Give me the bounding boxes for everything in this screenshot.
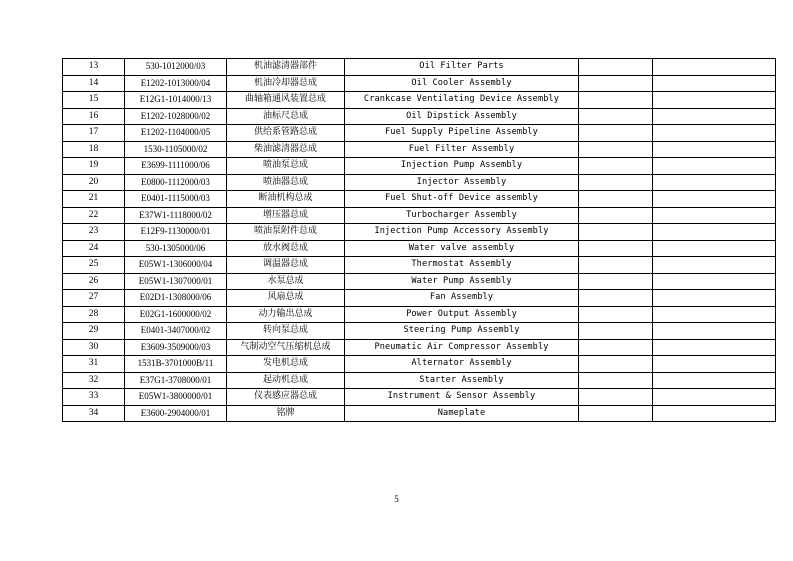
part-code-cell: E1202-1104000/05 xyxy=(125,125,227,142)
part-name-en-cell: Nameplate xyxy=(345,405,579,422)
part-name-cn-cell: 油标尺总成 xyxy=(227,108,345,125)
row-number-cell: 30 xyxy=(63,339,125,356)
row-number-cell: 22 xyxy=(63,207,125,224)
part-name-en-cell: Injector Assembly xyxy=(345,174,579,191)
blank-cell xyxy=(579,273,653,290)
table-row xyxy=(63,224,776,241)
part-name-cn-cell: 供给系管路总成 xyxy=(227,125,345,142)
part-code-cell: E05W1-1307000/01 xyxy=(125,273,227,290)
blank-cell xyxy=(653,257,776,274)
table-row xyxy=(63,389,776,406)
table-row xyxy=(63,306,776,323)
blank-cell xyxy=(579,141,653,158)
blank-cell xyxy=(653,158,776,175)
part-name-cn-cell: 喷油泵附件总成 xyxy=(227,224,345,241)
row-number-cell: 13 xyxy=(63,59,125,76)
table-row xyxy=(63,108,776,125)
part-name-en-cell: Water valve assembly xyxy=(345,240,579,257)
part-name-en-cell: Steering Pump Assembly xyxy=(345,323,579,340)
part-name-en-cell: Crankcase Ventilating Device Assembly xyxy=(345,92,579,109)
part-code-cell: E1202-1013000/04 xyxy=(125,75,227,92)
part-name-cn-cell: 机油冷却器总成 xyxy=(227,75,345,92)
part-name-en-cell: Turbocharger Assembly xyxy=(345,207,579,224)
blank-cell xyxy=(653,224,776,241)
table-row xyxy=(63,75,776,92)
part-code-cell: 1530-1105000/02 xyxy=(125,141,227,158)
row-number-cell: 34 xyxy=(63,405,125,422)
blank-cell xyxy=(653,108,776,125)
part-name-en-cell: Thermostat Assembly xyxy=(345,257,579,274)
part-name-cn-cell: 气制动空气压缩机总成 xyxy=(227,339,345,356)
part-name-en-cell: Oil Filter Parts xyxy=(345,59,579,76)
table-row xyxy=(63,174,776,191)
blank-cell xyxy=(653,141,776,158)
blank-cell xyxy=(653,273,776,290)
part-name-cn-cell: 柴油滤清器总成 xyxy=(227,141,345,158)
part-name-en-cell: Fuel Filter Assembly xyxy=(345,141,579,158)
row-number-cell: 21 xyxy=(63,191,125,208)
part-name-en-cell: Oil Cooler Assembly xyxy=(345,75,579,92)
part-code-cell: E02G1-1600000/02 xyxy=(125,306,227,323)
part-code-cell: E37W1-1118000/02 xyxy=(125,207,227,224)
part-name-cn-cell: 增压器总成 xyxy=(227,207,345,224)
blank-cell xyxy=(653,75,776,92)
blank-cell xyxy=(653,92,776,109)
part-name-en-cell: Injection Pump Assembly xyxy=(345,158,579,175)
blank-cell xyxy=(579,339,653,356)
blank-cell xyxy=(579,224,653,241)
table-row xyxy=(63,257,776,274)
blank-cell xyxy=(579,356,653,373)
part-code-cell: E37G1-3708000/01 xyxy=(125,372,227,389)
table-row xyxy=(63,59,776,76)
row-number-cell: 28 xyxy=(63,306,125,323)
parts-table xyxy=(62,58,776,422)
part-name-cn-cell: 调温器总成 xyxy=(227,257,345,274)
blank-cell xyxy=(579,108,653,125)
blank-cell xyxy=(579,92,653,109)
row-number-cell: 23 xyxy=(63,224,125,241)
part-code-cell: 1531B-3701000B/11 xyxy=(125,356,227,373)
part-name-en-cell: Injection Pump Accessory Assembly xyxy=(345,224,579,241)
blank-cell xyxy=(579,191,653,208)
part-name-cn-cell: 动力输出总成 xyxy=(227,306,345,323)
blank-cell xyxy=(653,174,776,191)
part-code-cell: E1202-1028000/02 xyxy=(125,108,227,125)
blank-cell xyxy=(653,191,776,208)
table-row xyxy=(63,405,776,422)
part-name-cn-cell: 机油滤清器部件 xyxy=(227,59,345,76)
blank-cell xyxy=(579,174,653,191)
blank-cell xyxy=(653,240,776,257)
part-name-en-cell: Pneumatic Air Compressor Assembly xyxy=(345,339,579,356)
blank-cell xyxy=(653,290,776,307)
part-name-cn-cell: 曲轴箱通风装置总成 xyxy=(227,92,345,109)
table-row xyxy=(63,191,776,208)
part-code-cell: E05W1-1306000/04 xyxy=(125,257,227,274)
part-code-cell: 530-1305000/06 xyxy=(125,240,227,257)
table-row xyxy=(63,290,776,307)
table-row xyxy=(63,323,776,340)
blank-cell xyxy=(579,207,653,224)
blank-cell xyxy=(653,389,776,406)
part-code-cell: 530-1012000/03 xyxy=(125,59,227,76)
table-row xyxy=(63,339,776,356)
part-name-en-cell: Fuel Supply Pipeline Assembly xyxy=(345,125,579,142)
part-code-cell: E0401-3407000/02 xyxy=(125,323,227,340)
row-number-cell: 31 xyxy=(63,356,125,373)
parts-table-body xyxy=(63,59,776,422)
row-number-cell: 17 xyxy=(63,125,125,142)
part-code-cell: E05W1-3800000/01 xyxy=(125,389,227,406)
blank-cell xyxy=(653,59,776,76)
part-name-cn-cell: 转向泵总成 xyxy=(227,323,345,340)
part-name-en-cell: Water Pump Assembly xyxy=(345,273,579,290)
part-name-cn-cell: 铭牌 xyxy=(227,405,345,422)
blank-cell xyxy=(579,306,653,323)
table-row xyxy=(63,240,776,257)
table-row xyxy=(63,125,776,142)
part-name-en-cell: Oil Dipstick Assembly xyxy=(345,108,579,125)
table-row xyxy=(63,158,776,175)
table-row xyxy=(63,356,776,373)
blank-cell xyxy=(579,372,653,389)
part-name-cn-cell: 风扇总成 xyxy=(227,290,345,307)
part-code-cell: E0401-1115000/03 xyxy=(125,191,227,208)
row-number-cell: 16 xyxy=(63,108,125,125)
part-code-cell: E3699-1111000/06 xyxy=(125,158,227,175)
row-number-cell: 18 xyxy=(63,141,125,158)
part-name-cn-cell: 喷油器总成 xyxy=(227,174,345,191)
blank-cell xyxy=(653,125,776,142)
row-number-cell: 19 xyxy=(63,158,125,175)
row-number-cell: 20 xyxy=(63,174,125,191)
blank-cell xyxy=(579,125,653,142)
blank-cell xyxy=(653,339,776,356)
page-number: 5 xyxy=(394,494,399,504)
part-name-en-cell: Fan Assembly xyxy=(345,290,579,307)
blank-cell xyxy=(653,372,776,389)
blank-cell xyxy=(579,405,653,422)
table-row xyxy=(63,372,776,389)
part-code-cell: E12F9-1130000/01 xyxy=(125,224,227,241)
blank-cell xyxy=(579,75,653,92)
part-name-cn-cell: 发电机总成 xyxy=(227,356,345,373)
part-name-cn-cell: 起动机总成 xyxy=(227,372,345,389)
part-name-en-cell: Power Output Assembly xyxy=(345,306,579,323)
row-number-cell: 14 xyxy=(63,75,125,92)
row-number-cell: 33 xyxy=(63,389,125,406)
part-name-en-cell: Starter Assembly xyxy=(345,372,579,389)
part-name-cn-cell: 断油机构总成 xyxy=(227,191,345,208)
part-code-cell: E3609-3509000/03 xyxy=(125,339,227,356)
blank-cell xyxy=(579,389,653,406)
row-number-cell: 27 xyxy=(63,290,125,307)
blank-cell xyxy=(579,290,653,307)
table-row xyxy=(63,273,776,290)
row-number-cell: 26 xyxy=(63,273,125,290)
blank-cell xyxy=(579,257,653,274)
row-number-cell: 29 xyxy=(63,323,125,340)
part-code-cell: E0800-1112000/03 xyxy=(125,174,227,191)
part-name-cn-cell: 水泵总成 xyxy=(227,273,345,290)
row-number-cell: 24 xyxy=(63,240,125,257)
row-number-cell: 32 xyxy=(63,372,125,389)
part-name-cn-cell: 喷油泵总成 xyxy=(227,158,345,175)
part-code-cell: E3600-2904000/01 xyxy=(125,405,227,422)
part-name-en-cell: Fuel Shut-off Device assembly xyxy=(345,191,579,208)
part-name-cn-cell: 放水阀总成 xyxy=(227,240,345,257)
table-row xyxy=(63,207,776,224)
part-code-cell: E12G1-1014000/13 xyxy=(125,92,227,109)
blank-cell xyxy=(579,59,653,76)
table-row xyxy=(63,92,776,109)
row-number-cell: 25 xyxy=(63,257,125,274)
part-code-cell: E02D1-1308000/06 xyxy=(125,290,227,307)
blank-cell xyxy=(653,323,776,340)
part-name-en-cell: Alternator Assembly xyxy=(345,356,579,373)
blank-cell xyxy=(653,306,776,323)
blank-cell xyxy=(579,158,653,175)
part-name-cn-cell: 仪表感应器总成 xyxy=(227,389,345,406)
blank-cell xyxy=(653,356,776,373)
blank-cell xyxy=(579,240,653,257)
blank-cell xyxy=(653,207,776,224)
part-name-en-cell: Instrument & Sensor Assembly xyxy=(345,389,579,406)
row-number-cell: 15 xyxy=(63,92,125,109)
blank-cell xyxy=(579,323,653,340)
blank-cell xyxy=(653,405,776,422)
table-row xyxy=(63,141,776,158)
